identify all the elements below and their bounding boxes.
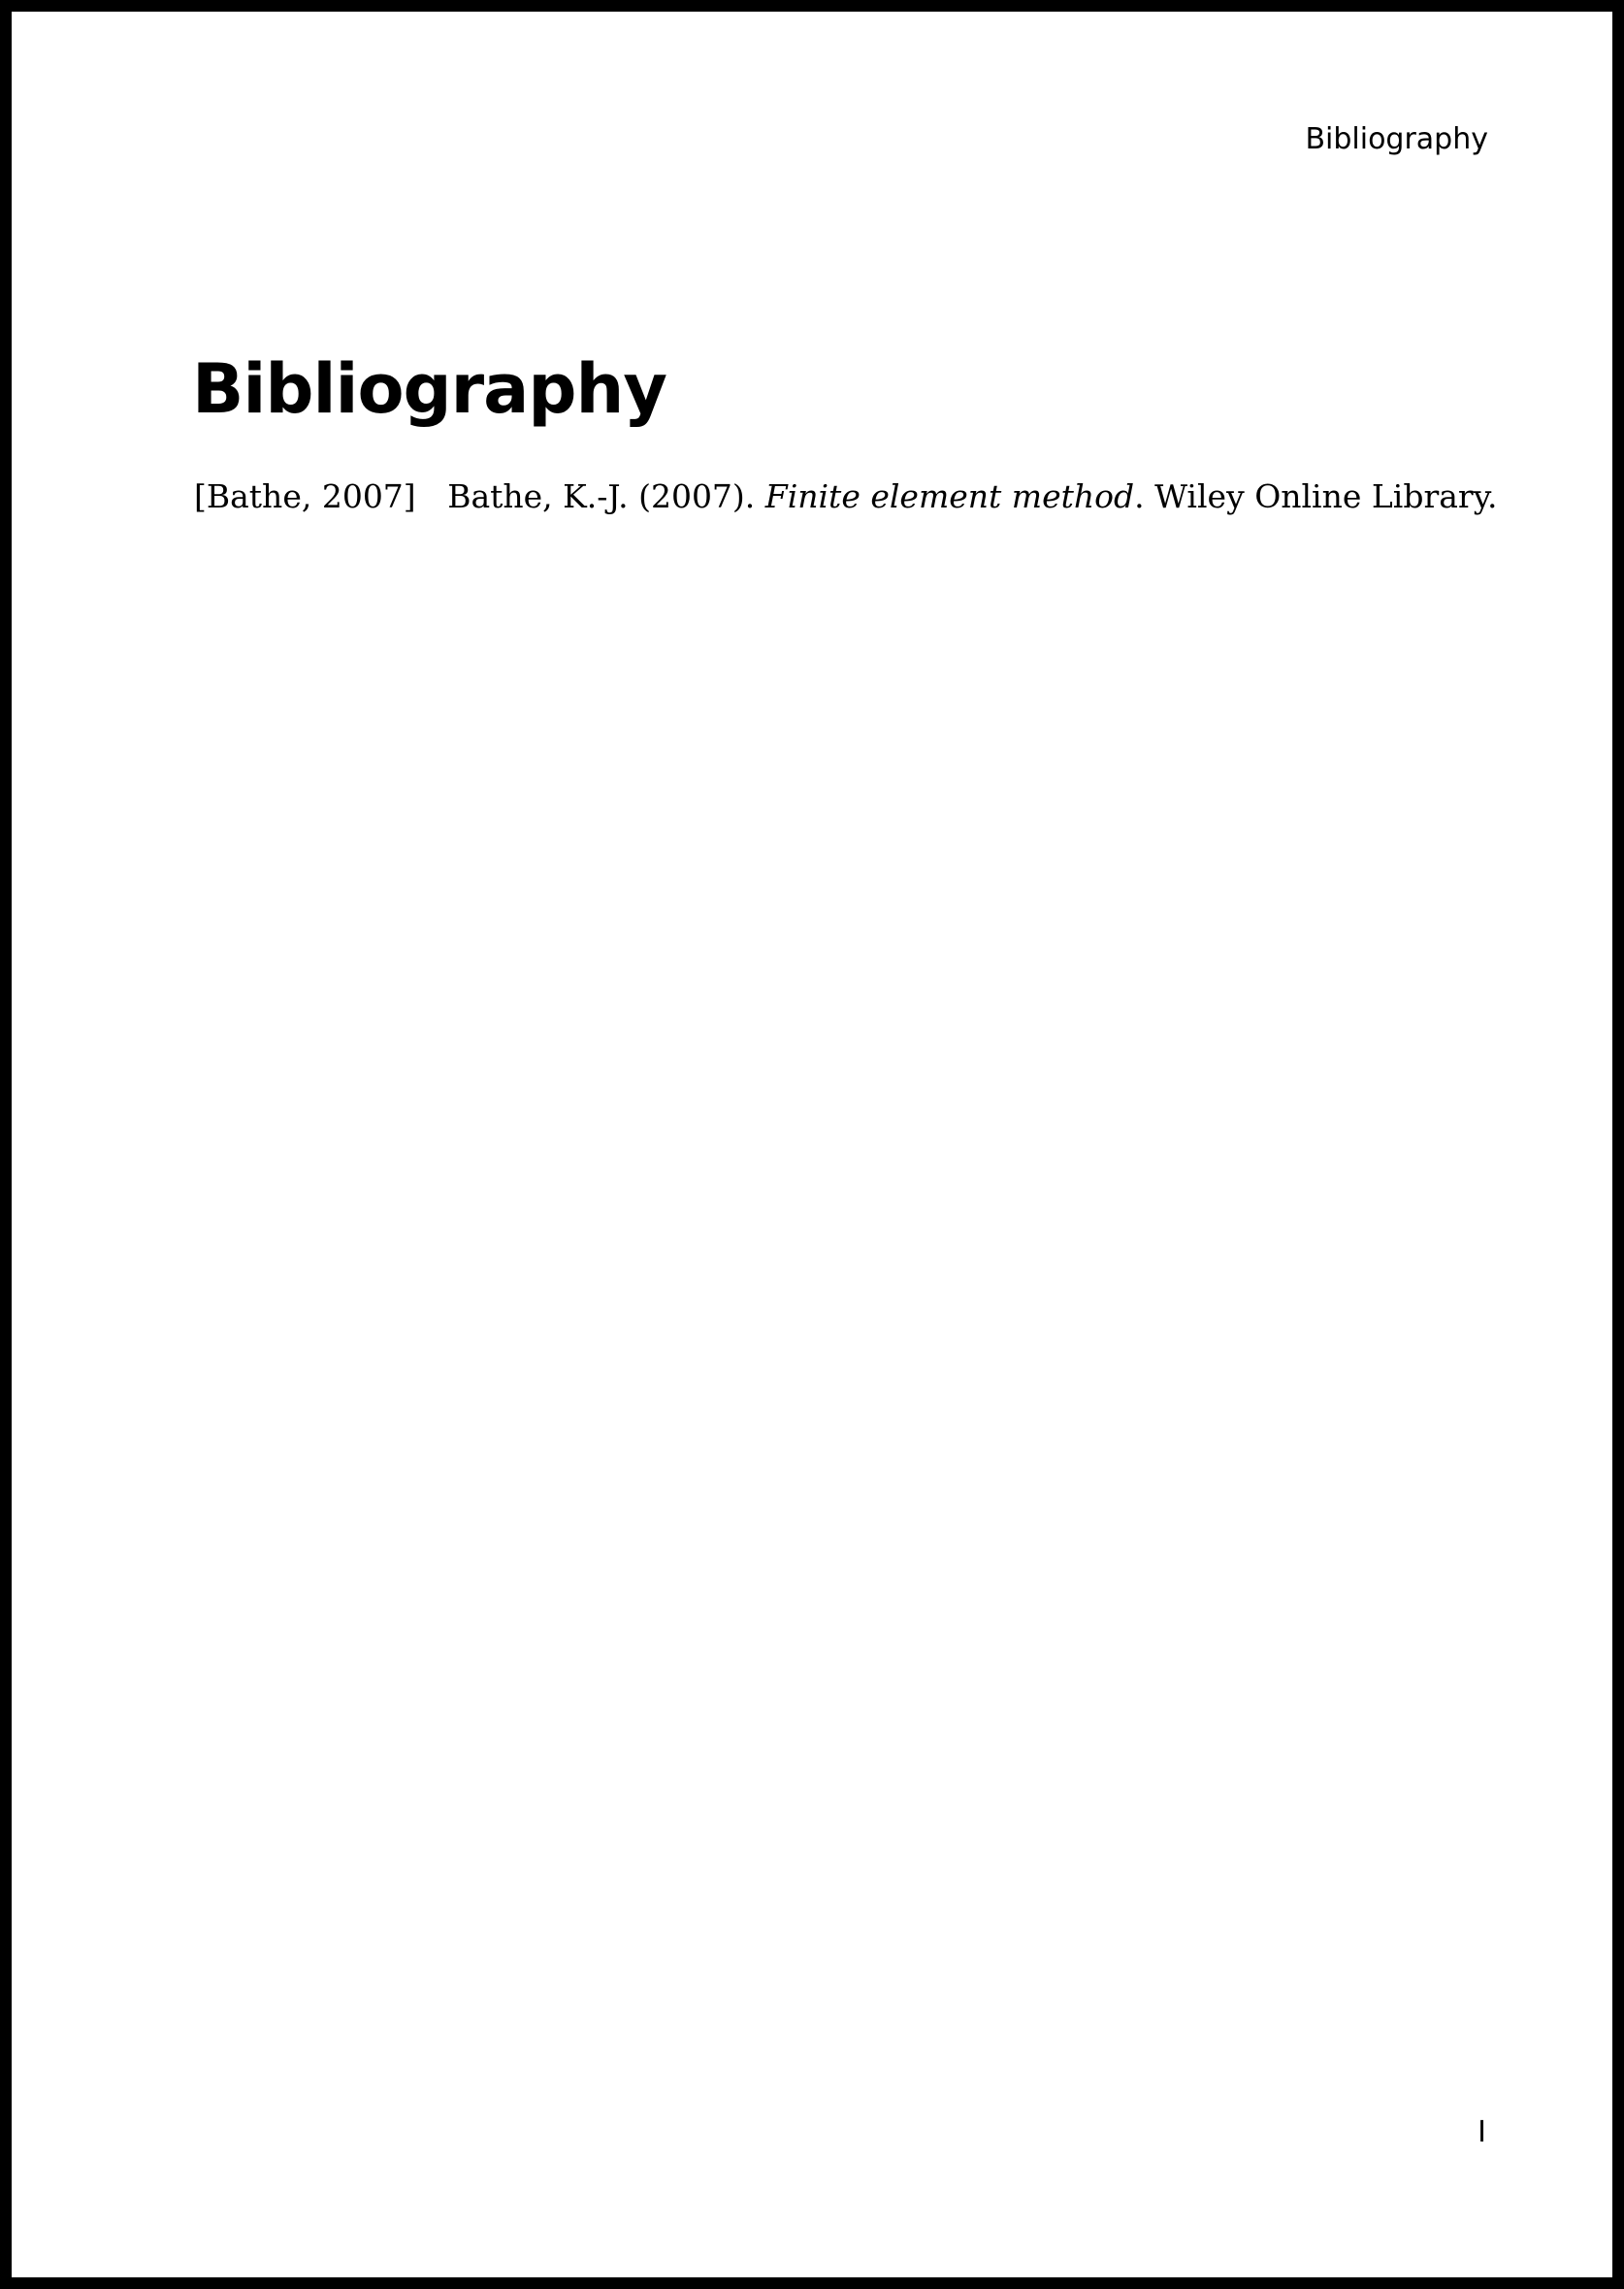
- bibliography-entry: [194, 477, 1497, 515]
- citation-authors-year: Bathe, K.-J. (2007).: [447, 477, 756, 515]
- citation-publisher: . Wiley Online Library.: [1134, 477, 1498, 515]
- chapter-title: Bibliography: [192, 349, 666, 429]
- page-number: I: [1478, 2115, 1486, 2149]
- citation-key: [Bathe, 2007]: [194, 477, 416, 515]
- citation-title: Finite element method: [764, 477, 1135, 515]
- running-header: Bibliography: [1305, 122, 1488, 156]
